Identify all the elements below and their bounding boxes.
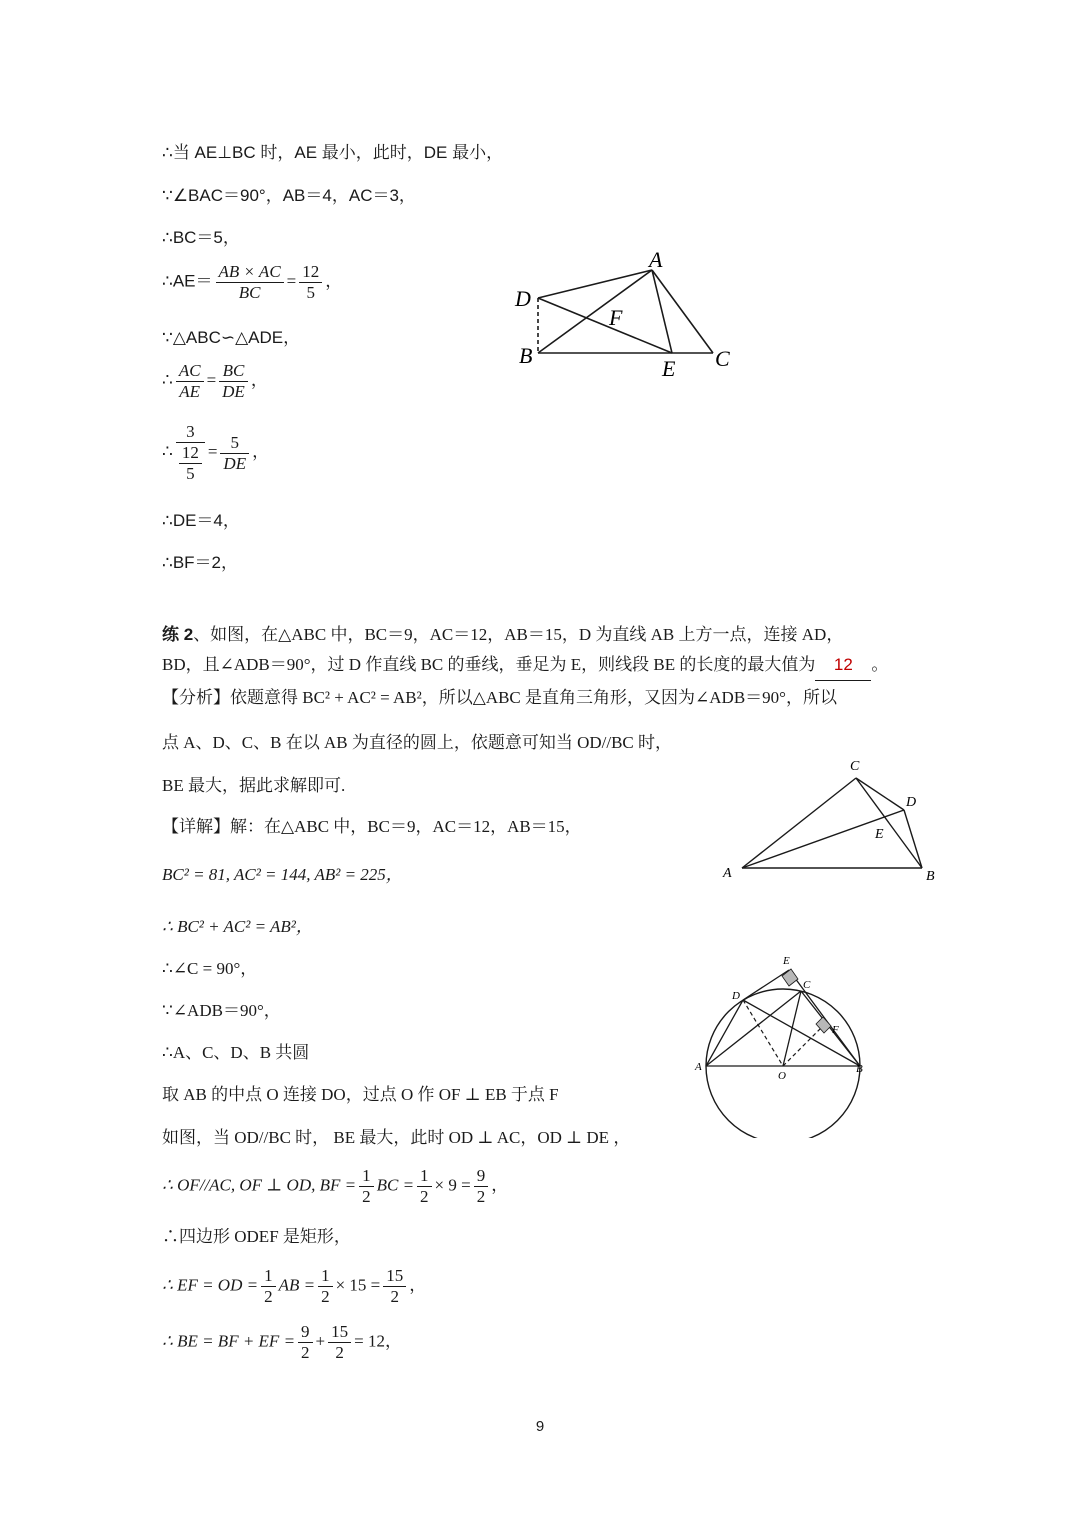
equals: = xyxy=(206,370,217,390)
label-f: F xyxy=(832,1024,839,1036)
numerator: BC xyxy=(219,361,248,382)
fraction xyxy=(261,1266,276,1307)
denominator: DE xyxy=(222,382,245,401)
denominator: 2 xyxy=(264,1287,273,1306)
numerator: 1 xyxy=(359,1166,374,1187)
figure-3 xyxy=(690,948,875,1138)
denominator: AE xyxy=(179,382,201,401)
label-b: B xyxy=(856,1063,863,1075)
text: ∴ BE = BF + EF = xyxy=(162,1331,296,1351)
denominator: 2 xyxy=(476,1187,486,1206)
denominator: DE xyxy=(223,453,247,473)
step-line: ∴BF＝2， xyxy=(162,553,238,572)
label-e: E xyxy=(875,827,884,842)
solution-line-ef xyxy=(162,1266,426,1307)
label-d: D xyxy=(732,990,740,1002)
fraction xyxy=(359,1166,374,1207)
label-b: B xyxy=(519,343,533,368)
text: ， xyxy=(325,271,343,291)
step-line-ae xyxy=(162,262,342,303)
fraction xyxy=(474,1166,489,1207)
numerator: 1 xyxy=(417,1166,432,1187)
denominator: 2 xyxy=(362,1187,371,1206)
step-line-substitute xyxy=(162,422,269,484)
step-line: ∴BC＝5， xyxy=(162,228,240,247)
step-line: ∴当 AE⊥BC 时，AE 最小，此时，DE 最小， xyxy=(162,143,504,162)
fraction xyxy=(318,1266,333,1307)
equals: = xyxy=(286,271,297,291)
numerator: 12 xyxy=(299,262,322,283)
solution-line: BC² = 81, AC² = 144, AB² = 225， xyxy=(162,865,403,884)
solution-line: ∴ BC² + AC² = AB²， xyxy=(162,917,313,936)
denominator: 2 xyxy=(390,1287,400,1306)
denominator: 2 xyxy=(301,1343,310,1362)
text: ∴ EF = OD = xyxy=(162,1275,259,1295)
problem-line-1 xyxy=(162,620,922,650)
fraction xyxy=(220,433,249,474)
solution-line: ∵∠ADB＝90°， xyxy=(162,1001,281,1020)
problem-tag: 练 2 xyxy=(162,625,194,644)
fraction xyxy=(176,361,204,402)
text: AB = xyxy=(278,1275,316,1295)
numerator: 15 xyxy=(383,1266,406,1287)
text: ∴AE＝ xyxy=(162,271,213,291)
text: ， xyxy=(491,1175,509,1195)
label-d: D xyxy=(515,286,531,311)
fraction xyxy=(298,1322,313,1363)
text: 。 xyxy=(871,655,889,674)
solution-line: ∴四边形 ODEF 是矩形， xyxy=(162,1227,351,1246)
label-a: A xyxy=(649,247,663,272)
solution-line: ∴A、C、D、B 共圆 xyxy=(162,1043,310,1062)
page-number: 9 xyxy=(535,1418,545,1435)
nested-fraction xyxy=(179,443,202,484)
label-d: D xyxy=(906,795,917,810)
solution-line: 如图，当 OD//BC 时， BE 最大，此时 OD ⊥ AC，OD ⊥ DE ， xyxy=(162,1128,631,1147)
answer-blank: 12 xyxy=(815,650,871,681)
solution-line-be xyxy=(162,1322,402,1363)
analysis-line: 【分析】依题意得 BC² + AC² = AB²，所以△ABC 是直角三角形，又因为∠ADB＝90°，所以 xyxy=(162,688,837,707)
denominator: 5 xyxy=(186,464,195,483)
denominator: 2 xyxy=(420,1187,429,1206)
text: ∴ xyxy=(162,441,173,461)
equals: = xyxy=(207,441,218,461)
fraction xyxy=(328,1322,351,1363)
denominator: 2 xyxy=(335,1343,344,1362)
text: × 9 = xyxy=(434,1175,471,1195)
label-b: B xyxy=(926,869,935,884)
label-a: A xyxy=(723,866,732,881)
label-o: O xyxy=(778,1070,786,1082)
solution-line: 取 AB 的中点 O 连接 DO，过点 O 作 OF ⊥ EB 于点 F xyxy=(162,1085,559,1104)
numerator: 12 xyxy=(179,443,202,464)
step-line: ∵△ABC∽△ADE， xyxy=(162,328,301,347)
label-c: C xyxy=(803,979,811,991)
label-e: E xyxy=(662,356,676,381)
text: BC = xyxy=(376,1175,415,1195)
numerator: AB × AC xyxy=(216,262,284,283)
solution-line: 【详解】解：在△ABC 中，BC＝9，AC＝12，AB＝15， xyxy=(162,817,582,836)
text: ， xyxy=(250,370,268,390)
fraction xyxy=(417,1166,432,1207)
numerator: 1 xyxy=(261,1266,276,1287)
solution-line: ∴∠C = 90°， xyxy=(162,959,258,978)
label-a: A xyxy=(695,1061,702,1073)
text: × 15 = xyxy=(335,1275,381,1295)
numerator: 3 xyxy=(176,422,205,443)
solution-line-bf xyxy=(162,1166,508,1207)
problem-line-2 xyxy=(162,650,922,681)
fraction xyxy=(383,1266,406,1307)
numerator: AC xyxy=(176,361,204,382)
numerator: 9 xyxy=(298,1322,313,1343)
step-line-ratio xyxy=(162,361,268,402)
figure-1 xyxy=(505,245,755,390)
label-c: C xyxy=(715,346,730,371)
numerator: 9 xyxy=(474,1166,489,1187)
text: 、如图，在△ABC 中，BC＝9，AC＝12，AB＝15，D 为直线 AB 上方一点，连接 AD， xyxy=(193,625,844,644)
denominator: BC xyxy=(238,283,261,302)
numerator: 15 xyxy=(328,1322,351,1343)
fraction xyxy=(216,262,284,303)
fraction xyxy=(176,422,205,484)
denominator: 2 xyxy=(321,1287,330,1306)
text: + xyxy=(315,1331,326,1351)
analysis-line: 点 A、D、C、B 在以 AB 为直径的圆上，依题意可知当 OD//BC 时， xyxy=(162,733,673,752)
text: ∴ xyxy=(162,370,173,390)
fraction xyxy=(219,361,248,402)
denominator: 5 xyxy=(306,283,315,302)
analysis-line: BE 最大，据此求解即可. xyxy=(162,776,346,795)
step-line: ∵∠BAC＝90°，AB＝4，AC＝3， xyxy=(162,186,416,205)
label-e: E xyxy=(783,955,790,967)
step-line: ∴DE＝4， xyxy=(162,511,240,530)
label-c: C xyxy=(850,759,860,774)
numerator: 1 xyxy=(318,1266,333,1287)
text: ， xyxy=(409,1275,427,1295)
fraction xyxy=(299,262,322,303)
denominator xyxy=(176,443,205,484)
numerator: 5 xyxy=(220,433,249,454)
text: ， xyxy=(252,441,270,461)
label-f: F xyxy=(609,305,623,330)
text: = 12， xyxy=(354,1331,402,1351)
text: ∴ OF//AC, OF ⊥ OD, BF = xyxy=(162,1175,357,1195)
text: BD，且∠ADB＝90°，过 D 作直线 BC 的垂线，垂足为 E，则线段 BE 的长度的最大值为 xyxy=(162,655,816,674)
